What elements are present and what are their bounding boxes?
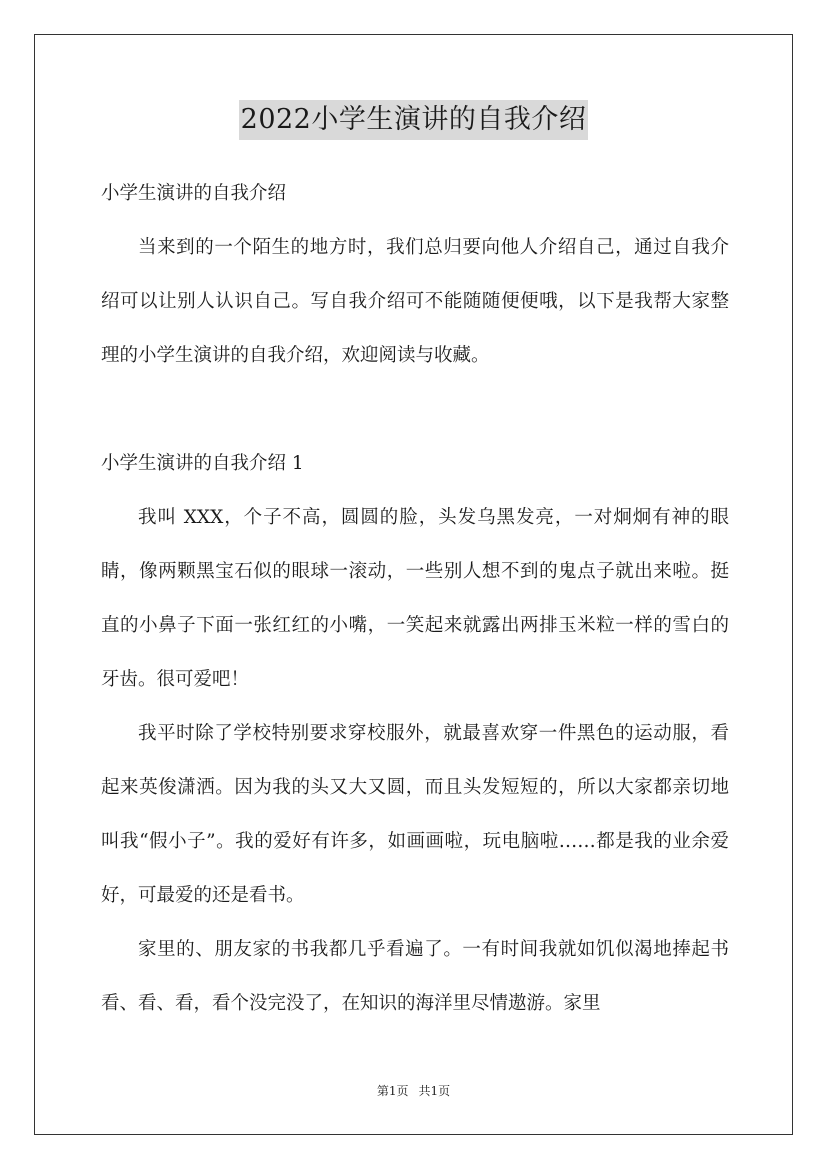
body-paragraph-3: 家里的、朋友家的书我都几乎看遍了。一有时间我就如饥似渴地捧起书看、看、看，看个没完没了，在知识的海洋里尽情遨游。家里 xyxy=(101,939,729,1014)
document-body xyxy=(101,167,729,1031)
section-heading: 小学生演讲的自我介绍 xyxy=(101,183,287,204)
body-paragraph-1: 我叫 XXX，个子不高，圆圆的脸，头发乌黑发亮，一对炯炯有神的眼睛，像两颗黑宝石似的眼球一滚动，一些别人想不到的鬼点子就出来啦。挺直的小鼻子下面一张红红的小嘴，一笑起来就露出两排玉米粒一样的雪白的牙齿。很可爱吧！ xyxy=(101,507,729,690)
page-footer xyxy=(0,1083,827,1099)
section-heading-1: 小学生演讲的自我介绍 1 xyxy=(101,453,304,474)
page-total: 共1页 xyxy=(418,1084,451,1098)
paragraph-spacer xyxy=(101,383,729,437)
body-paragraph-2: 我平时除了学校特别要求穿校服外，就最喜欢穿一件黑色的运动服，看起来英俊潇洒。因为我的头又大又圆，而且头发短短的，所以大家都亲切地叫我“假小子”。我的爱好有许多，如画画啦，玩电脑啦……都是我的业余爱好，可最爱的还是看书。 xyxy=(101,723,729,906)
document-title: 2022小学生演讲的自我介绍 xyxy=(239,100,589,140)
title-container xyxy=(0,100,827,140)
intro-paragraph: 当来到的一个陌生的地方时，我们总归要向他人介绍自己，通过自我介绍可以让别人认识自己。写自我介绍可不能随随便便哦，以下是我帮大家整理的小学生演讲的自我介绍，欢迎阅读与收藏。 xyxy=(101,237,729,366)
page-number: 第1页 xyxy=(376,1084,409,1098)
